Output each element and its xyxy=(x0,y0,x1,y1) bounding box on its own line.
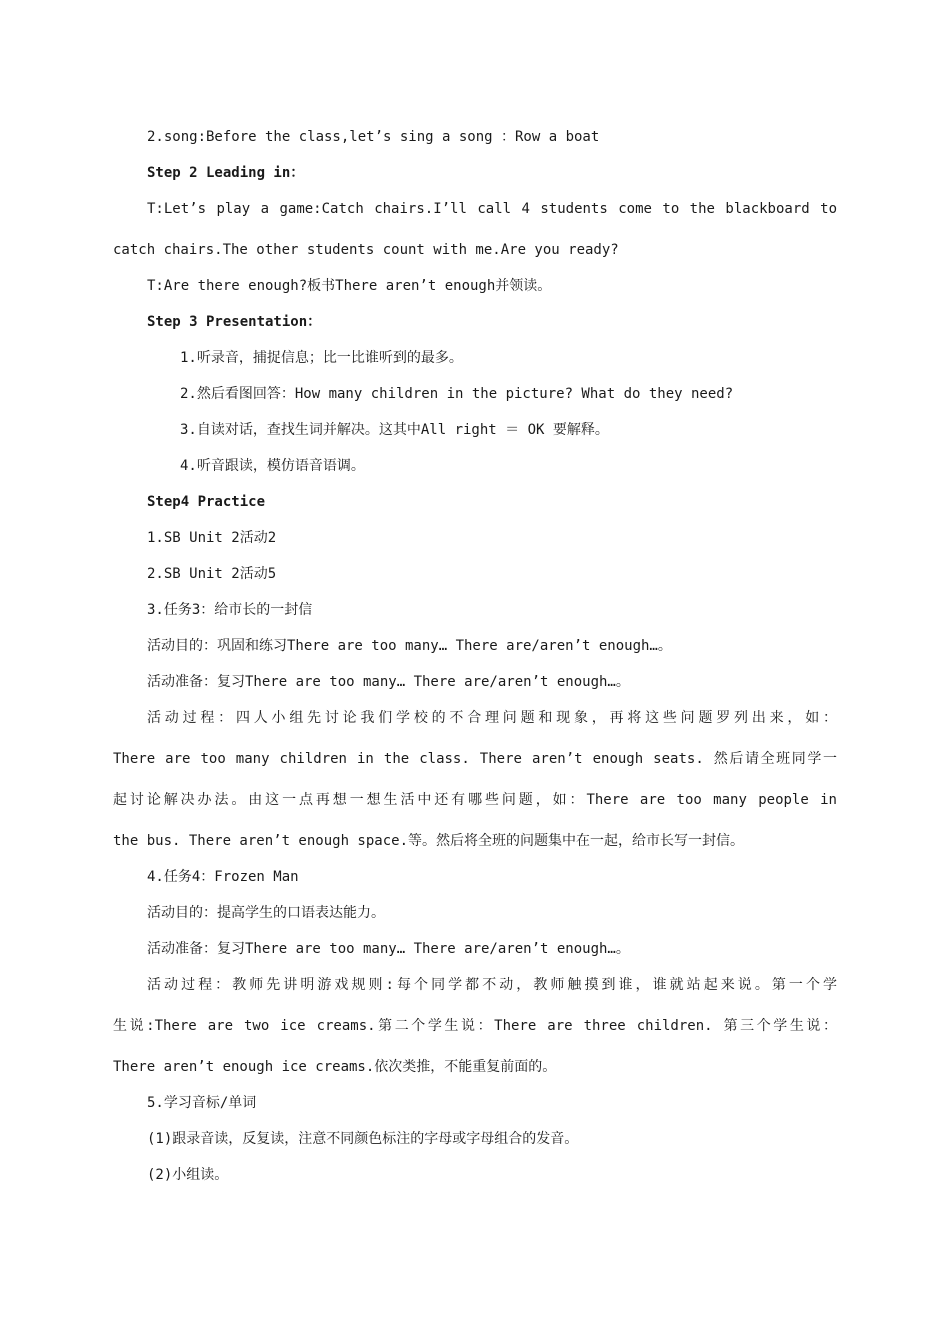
task4-process-line1: 活动过程：教师先讲明游戏规则:每个同学都不动，教师触摸到谁，谁就站起来说。第一个学 xyxy=(147,977,837,993)
step2-paragraph-line2: catch chairs.The other students count with me.Are you ready? xyxy=(113,242,619,258)
task3-heading: 3.任务3：给市长的一封信 xyxy=(147,602,313,618)
task4-heading: 4.任务4：Frozen Man xyxy=(147,869,299,885)
step4-heading: Step4 Practice xyxy=(147,494,266,510)
task3-process-line1: 活动过程：四人小组先讨论我们学校的不合理问题和现象，再将这些问题罗列出来，如： xyxy=(147,710,837,726)
item5-heading: 5.学习音标/单词 xyxy=(147,1095,257,1111)
step4-item-2: 2.SB Unit 2活动5 xyxy=(147,566,277,582)
step3-item-2: 2.然后看图回答：How many children in the picture? What do they need? xyxy=(180,386,734,402)
step2-heading: Step 2 Leading in： xyxy=(147,165,305,181)
task3-goal: 活动目的：巩固和练习There are too many… There are/aren’t enough…。 xyxy=(147,638,672,654)
task4-preparation: 活动准备：复习There are too many… There are/aren’t enough…。 xyxy=(147,941,630,957)
step3-item-1: 1.听录音，捕捉信息；比一比谁听到的最多。 xyxy=(180,350,463,366)
step3-item-4: 4.听音跟读，模仿语音语调。 xyxy=(180,458,365,474)
item5-sub1: (1)跟录音读，反复读，注意不同颜色标注的字母或字母组合的发音。 xyxy=(147,1131,579,1147)
task3-preparation: 活动准备：复习There are too many… There are/aren’t enough…。 xyxy=(147,674,630,690)
task4-process-line2: 生说:There are two ice creams.第二个学生说：There are three children. 第三个学生说： xyxy=(113,1018,837,1034)
step4-item-1: 1.SB Unit 2活动2 xyxy=(147,530,277,546)
song-line: 2.song:Before the class,let’s sing a song ：Row a boat xyxy=(147,129,600,145)
task3-process-line3: 起讨论解决办法。由这一点再想一想生活中还有哪些问题，如：There are too many people in xyxy=(113,792,837,808)
step2-paragraph-line1: T:Let’s play a game:Catch chairs.I’ll call 4 students come to the blackboard to xyxy=(147,201,837,217)
task3-process-line4: the bus. There aren’t enough space.等。然后将全班的问题集中在一起，给市长写一封信。 xyxy=(113,833,745,849)
task4-process-line3: There aren’t enough ice creams.依次类推，不能重复前面的。 xyxy=(113,1059,557,1075)
item5-sub2: (2)小组读。 xyxy=(147,1167,229,1183)
step3-item-3: 3.自读对话，查找生词并解决。这其中All right ＝ OK 要解释。 xyxy=(180,422,609,438)
task4-goal: 活动目的：提高学生的口语表达能力。 xyxy=(147,905,385,921)
step3-heading: Step 3 Presentation： xyxy=(147,314,322,330)
step2-blackboard-line: T:Are there enough?板书There aren’t enough并领读。 xyxy=(147,278,552,294)
task3-process-line2: There are too many children in the class. There aren’t enough seats. 然后请全班同学一 xyxy=(113,751,837,767)
